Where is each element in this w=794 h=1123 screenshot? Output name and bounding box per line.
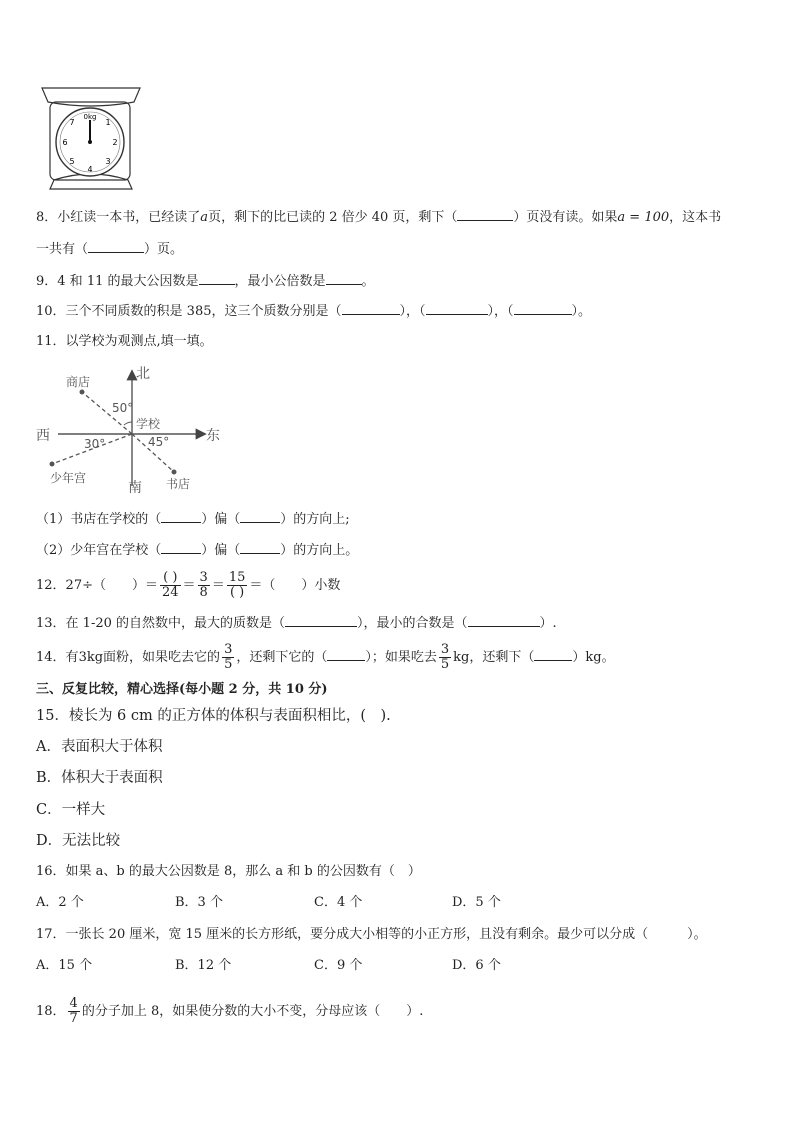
scale-tick-6: 6 — [62, 138, 68, 147]
q15-option-c[interactable]: C．一样大 — [36, 802, 106, 818]
q16-option-b[interactable]: B．3 个 — [175, 895, 223, 910]
fraction: $\frac{3}{8}$ — [199, 570, 208, 600]
north-label: 北 — [136, 366, 150, 382]
answer-blank[interactable] — [426, 300, 488, 315]
answer-blank[interactable] — [514, 300, 572, 315]
question-8-line-2: 一共有（ ）页。 — [36, 238, 183, 260]
scale-illustration — [36, 86, 146, 192]
question-17-stem: 17．一张长 20 厘米，宽 15 厘米的长方形纸，要分成大小相等的小正方形，且没有剩余。最少可以分成（ ）。 — [36, 927, 707, 942]
scale-tick-1: 1 — [105, 118, 111, 127]
q15-option-d[interactable]: D．无法比较 — [36, 833, 121, 849]
scale-tick-4: 4 — [87, 165, 93, 174]
q17-option-d[interactable]: D．6 个 — [452, 958, 501, 973]
answer-blank[interactable] — [240, 508, 280, 523]
answer-blank[interactable] — [285, 612, 357, 627]
question-11-sub-1: （1）书店在学校的（ ）偏（ ）的方向上; — [36, 508, 350, 530]
q16-option-d[interactable]: D．5 个 — [452, 895, 501, 910]
answer-blank[interactable] — [534, 646, 572, 661]
q16-option-a[interactable]: A．2 个 — [36, 895, 84, 910]
palace-label: 少年宫 — [50, 471, 87, 485]
q15-option-b[interactable]: B．体积大于表面积 — [36, 770, 163, 786]
q16-option-c[interactable]: C．4 个 — [314, 895, 363, 910]
answer-blank[interactable] — [240, 539, 280, 554]
bookstore-label: 书店 — [166, 477, 191, 491]
scale-tick-5: 5 — [69, 157, 75, 166]
fraction: $\frac{3}{5}$ — [224, 642, 233, 672]
question-18: 18． $\frac{4}{7}$ 的分子加上 8，如果使分数的大小不变，分母应该（ ）. — [36, 996, 424, 1026]
fraction: $\frac{( )}{24}$ — [161, 570, 179, 600]
angle-palace: 30° — [84, 437, 106, 451]
south-label: 南 — [128, 480, 142, 496]
q17-option-c[interactable]: C．9 个 — [314, 958, 363, 973]
question-14: 14．有3kg面粉，如果吃去它的 $\frac{3}{5}$ ，还剩下它的（ ）；如果吃去 $\frac{3}{5}$ kg，还剩下（ ）kg。 — [36, 642, 615, 672]
question-13: 13．在 1-20 的自然数中，最大的质数是（ ），最小的合数是（ ）. — [36, 612, 557, 634]
answer-blank[interactable] — [457, 206, 513, 221]
shop-label: 商店 — [66, 375, 91, 389]
answer-blank[interactable] — [88, 238, 144, 253]
scale-tick-2: 2 — [112, 138, 118, 147]
answer-blank[interactable] — [342, 300, 400, 315]
scale-tick-0: 0kg — [83, 113, 97, 121]
answer-blank[interactable] — [327, 646, 365, 661]
answer-blank[interactable] — [326, 270, 362, 285]
question-11-sub-2: （2）少年宫在学校（ ）偏（ ）的方向上。 — [36, 539, 358, 561]
scale-tick-3: 3 — [105, 157, 111, 166]
fraction: $\frac{15}{( )}$ — [228, 570, 246, 600]
angle-shop: 50° — [112, 401, 134, 415]
west-label: 西 — [36, 428, 50, 444]
school-label: 学校 — [136, 417, 161, 431]
angle-bookstore: 45° — [148, 435, 170, 449]
question-8-line-1: 8．小红读一本书，已经读了a页，剩下的比已读的 2 倍少 40 页，剩下（ ）页没有读。如果a = 100，这本书 — [36, 206, 721, 228]
east-label: 东 — [206, 428, 220, 444]
section-3-title: 三、反复比较，精心选择(每小题 2 分，共 10 分) — [36, 682, 328, 697]
q17-option-a[interactable]: A．15 个 — [36, 958, 93, 973]
answer-blank[interactable] — [199, 270, 235, 285]
direction-diagram — [36, 362, 236, 496]
scale-tray — [42, 88, 140, 106]
question-12: 12．27÷（ ）＝ $\frac{( )}{24}$ ＝ $\frac{3}{8}$ ＝ $\frac{15}{( )}$ ＝（ ）小数 — [36, 570, 341, 600]
fraction: $\frac{4}{7}$ — [69, 996, 78, 1026]
answer-blank[interactable] — [468, 612, 540, 627]
q15-option-a[interactable]: A．表面积大于体积 — [36, 739, 163, 755]
answer-blank[interactable] — [161, 539, 201, 554]
question-15-stem: 15．棱长为 6 cm 的正方体的体积与表面积相比，( ). — [36, 708, 391, 724]
q17-option-b[interactable]: B．12 个 — [175, 958, 232, 973]
scale-tick-7: 7 — [69, 118, 75, 127]
question-9: 9．4 和 11 的最大公因数是 ，最小公倍数是 。 — [36, 270, 375, 292]
fraction: $\frac{3}{5}$ — [440, 642, 450, 672]
answer-blank[interactable] — [161, 508, 201, 523]
question-11: 11．以学校为观测点,填一填。 — [36, 334, 213, 349]
question-16-stem: 16．如果 a、b 的最大公因数是 8，那么 a 和 b 的公因数有（ ） — [36, 864, 421, 879]
question-10: 10．三个不同质数的积是 385，这三个质数分别是（ ），（ ），（ ）。 — [36, 300, 591, 322]
